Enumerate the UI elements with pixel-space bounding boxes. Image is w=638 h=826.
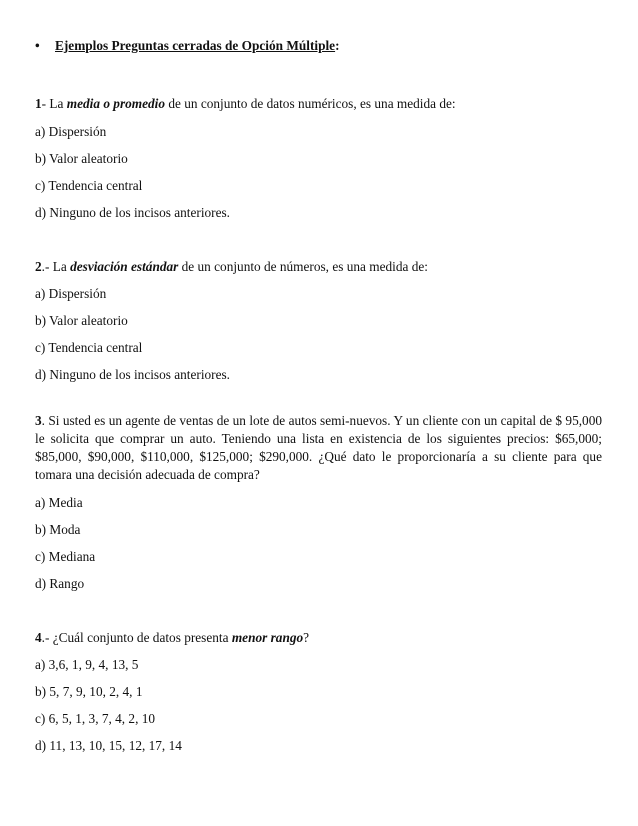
question-2-post: de un conjunto de números, es una medida de:	[178, 259, 428, 274]
question-3-stem	[35, 412, 602, 484]
question-2-option-d: d) Ninguno de los incisos anteriores.	[35, 367, 230, 382]
question-2-emphasis: desviación estándar	[70, 259, 179, 274]
question-4-number: 4	[35, 630, 42, 645]
section-heading	[35, 37, 615, 54]
question-4-stem	[35, 629, 605, 646]
question-1-stem	[35, 95, 605, 112]
question-4-emphasis: menor rango	[231, 630, 304, 645]
question-1-emphasis: media o promedio	[66, 96, 166, 111]
question-2-option-a: a) Dispersión	[35, 286, 107, 301]
question-1-option-d: d) Ninguno de los incisos anteriores.	[35, 205, 230, 220]
bullet-icon: •	[35, 38, 40, 53]
heading-suffix: :	[335, 38, 340, 53]
question-1-post: de un conjunto de datos numéricos, es una medida de:	[165, 96, 456, 111]
question-4-pre: .- ¿Cuál conjunto de datos presenta	[41, 630, 232, 645]
question-3-number: 3	[35, 413, 42, 428]
question-2-number: 2	[35, 259, 42, 274]
question-3-option-d: d) Rango	[35, 576, 85, 591]
question-3-option-a: a) Media	[35, 495, 83, 510]
question-3-text: . Si usted es un agente de ventas de un lote de autos semi-nuevos. Y un cliente con un capital de $ 95,000 le solicita que comprar un auto. Teniendo una lista en existencia de los siguientes precios: $65,000; $85,000, $90,000, $110,000, $125,000; $290,000. ¿Qué dato le proporcionaría a su cliente para que tomara una decisión adecuada de compra?	[35, 413, 602, 482]
question-4-option-a: a) 3,6, 1, 9, 4, 13, 5	[35, 657, 139, 672]
question-2-pre: .- La	[41, 259, 71, 274]
question-1-number: 1	[35, 96, 42, 111]
question-4-option-b: b) 5, 7, 9, 10, 2, 4, 1	[35, 684, 143, 699]
question-3-option-c: c) Mediana	[35, 549, 96, 564]
question-4-post: ?	[303, 630, 310, 645]
question-1-pre: - La	[41, 96, 67, 111]
question-2-option-b: b) Valor aleatorio	[35, 313, 128, 328]
question-1-option-a: a) Dispersión	[35, 124, 107, 139]
question-4-option-c: c) 6, 5, 1, 3, 7, 4, 2, 10	[35, 711, 156, 726]
question-4-option-d: d) 11, 13, 10, 15, 12, 17, 14	[35, 738, 182, 753]
question-1-option-b: b) Valor aleatorio	[35, 151, 128, 166]
question-1-option-c: c) Tendencia central	[35, 178, 143, 193]
heading-text: Ejemplos Preguntas cerradas de Opción Múltiple	[55, 38, 336, 53]
question-2-stem	[35, 258, 605, 275]
question-3-option-b: b) Moda	[35, 522, 81, 537]
question-2-option-c: c) Tendencia central	[35, 340, 143, 355]
